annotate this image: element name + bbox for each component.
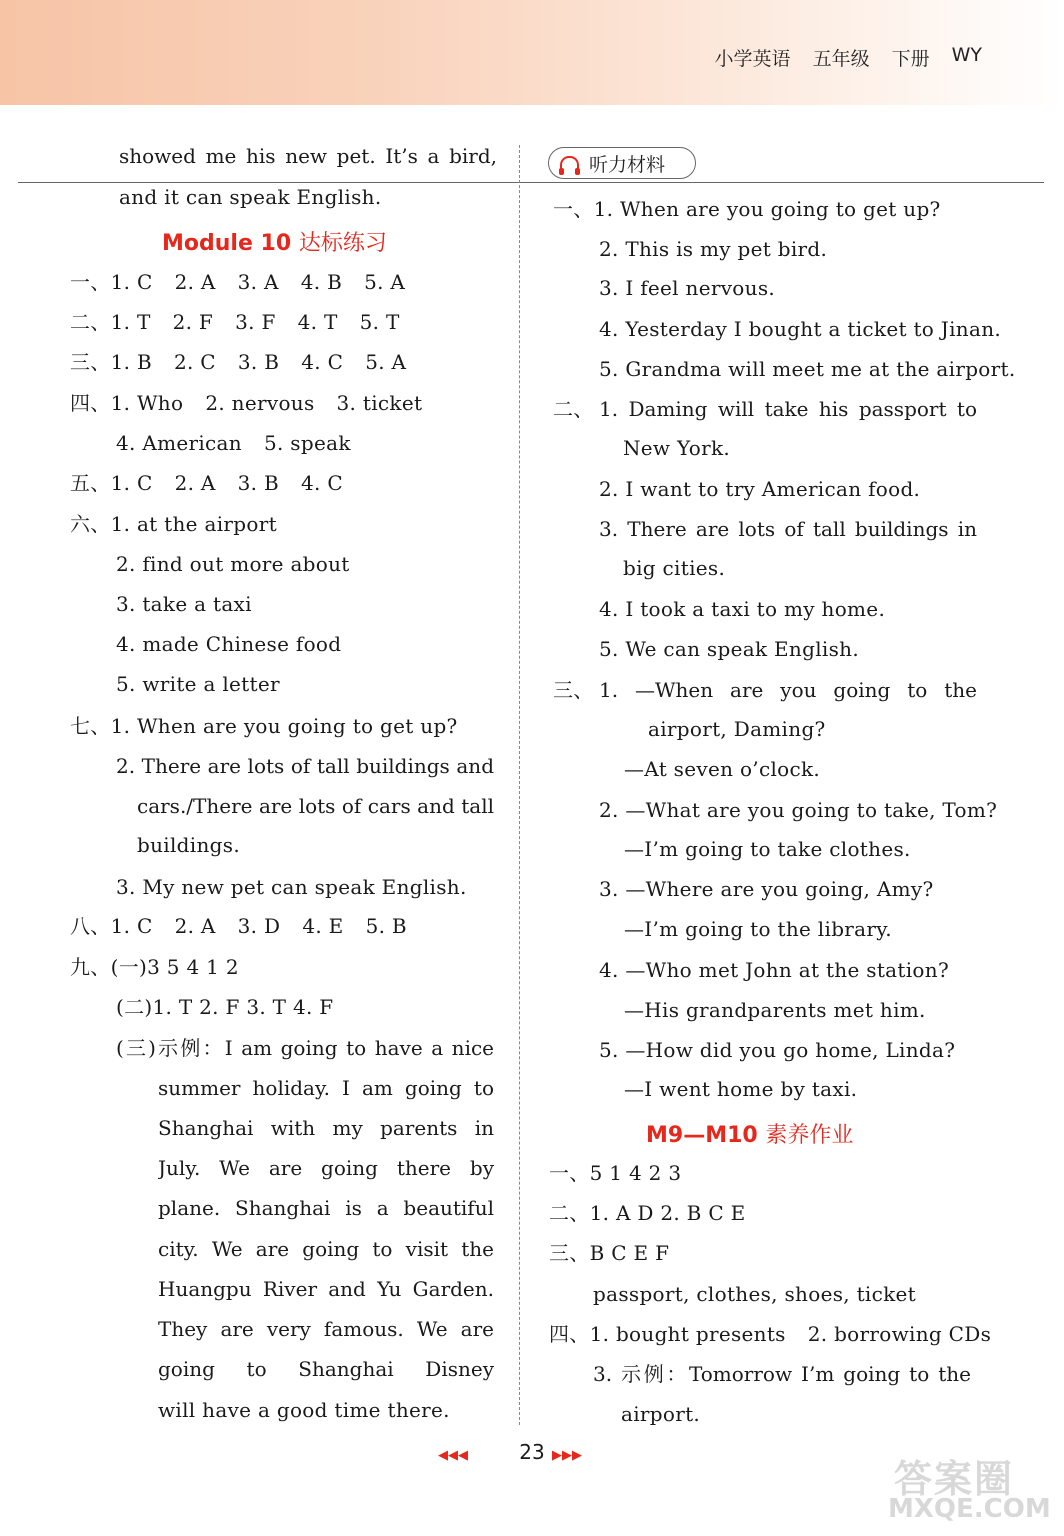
answer-item: airport.	[621, 1402, 701, 1426]
column-divider	[519, 145, 520, 1425]
section-mark: 八、	[70, 914, 111, 938]
listening-line: 2. This is my pet bird.	[599, 237, 828, 261]
answer-item: 1. B	[110, 350, 152, 374]
section-mark: 一、	[549, 1161, 590, 1185]
answer-item: 1. C	[110, 914, 153, 938]
answer-item: 2. F	[172, 310, 214, 334]
answer-item: 2. C	[173, 350, 216, 374]
section-mark: 九、	[70, 955, 111, 979]
answer-item: 2. A	[174, 471, 216, 495]
listening-material-label: 听力材料	[589, 154, 666, 176]
essay-line: Huangpu River and Yu Garden.	[158, 1277, 494, 1301]
essay-line: Shanghai with my parents in	[158, 1116, 494, 1140]
answer-row-5	[70, 470, 343, 496]
dialogue-line: —His grandparents met him.	[624, 998, 926, 1022]
answer-row	[549, 1240, 669, 1266]
m9-m10-title-en: M9—M10	[646, 1123, 758, 1148]
answer-row-4b	[116, 430, 351, 456]
essay-line: summer holiday. I am going to	[158, 1076, 494, 1100]
module10-title	[162, 226, 387, 257]
section-mark: 三、	[553, 678, 594, 702]
answer-item: 2. find out more about	[116, 552, 350, 576]
answer-row-9	[70, 954, 239, 980]
header-edition: WY	[951, 44, 982, 66]
dialogue-line: airport, Daming?	[648, 717, 826, 741]
answer-item: 3. take a taxi	[116, 592, 252, 616]
site-watermark	[888, 1448, 1058, 1530]
m9-m10-title	[646, 1118, 853, 1149]
listening-row	[553, 196, 941, 222]
answer-item: 4. E	[302, 914, 344, 938]
carry-over-line-1: showed me his new pet. It’s a bird,	[119, 144, 497, 168]
headphones-icon	[560, 156, 579, 169]
answer-item: 1. at the airport	[110, 512, 277, 536]
dialogue-line: —I went home by taxi.	[624, 1077, 858, 1101]
answer-row-3	[70, 349, 406, 375]
answer-item: B C E F	[589, 1241, 670, 1265]
listening-line: 3. I feel nervous.	[599, 276, 776, 300]
essay-line: plane. Shanghai is a beautiful	[158, 1196, 494, 1220]
page-number: 23	[519, 1440, 545, 1464]
m9-m10-title-cn: 素养作业	[765, 1123, 854, 1148]
answer-row-7	[70, 713, 458, 739]
answer-item: 2. There are lots of tall buildings and	[116, 754, 494, 778]
essay-line: They are very famous. We are	[158, 1317, 494, 1341]
prev-arrows-icon: ◀◀◀	[438, 1448, 468, 1463]
answer-item: 5. A	[364, 270, 406, 294]
answer-item: (一)3 5 4 1 2	[110, 955, 239, 979]
next-arrows-icon: ▶▶▶	[552, 1448, 582, 1463]
answer-item: (三)示例：I am going to have a nice	[116, 1036, 494, 1060]
answer-row	[549, 1200, 746, 1226]
listening-line: 4. Yesterday I bought a ticket to Jinan.	[599, 317, 1002, 341]
answer-item: 3. A	[237, 270, 279, 294]
watermark-cn: 答案圈	[894, 1457, 1015, 1501]
answer-item: 5. write a letter	[116, 672, 280, 696]
dialogue-line: —I’m going to the library.	[624, 917, 892, 941]
answer-item: 4. B	[300, 270, 343, 294]
listening-line: 5. We can speak English.	[599, 637, 860, 661]
module10-title-en: Module 10	[162, 231, 292, 256]
answer-item: 5. speak	[263, 431, 351, 455]
answer-item: 1. bought presents	[589, 1322, 786, 1346]
answer-item: 1. T	[110, 310, 151, 334]
answer-item: 4. C	[301, 350, 344, 374]
answer-item: 5 1 4 2 3	[589, 1161, 682, 1185]
answer-row	[549, 1160, 681, 1186]
dialogue-line: 4. —Who met John at the station?	[599, 958, 949, 982]
header-volume: 下册	[891, 48, 930, 70]
answer-row-8	[70, 913, 407, 939]
answer-item: (二)1. T 2. F 3. T 4. F	[116, 995, 334, 1019]
dialogue-line: 1. —When are you going to the	[599, 678, 977, 702]
answer-item: 4. T	[297, 310, 338, 334]
answer-item: passport, clothes, shoes, ticket	[593, 1282, 917, 1306]
answer-item: 2. A	[174, 914, 216, 938]
listening-line: big cities.	[623, 556, 726, 580]
answer-item: 2. A	[174, 270, 216, 294]
listening-line: 4. I took a taxi to my home.	[599, 597, 886, 621]
answer-item: 3. D	[237, 914, 281, 938]
essay-line: going to Shanghai Disney	[158, 1357, 494, 1381]
answer-row-6	[70, 511, 277, 537]
header-grade: 五年级	[812, 48, 870, 70]
essay-line: will have a good time there.	[158, 1398, 450, 1422]
section-mark: 二、	[70, 310, 111, 334]
header-subject: 小学英语	[714, 48, 791, 70]
answer-item: 3. ticket	[336, 391, 423, 415]
section-mark: 三、	[70, 350, 111, 374]
answer-item: 3. 示例：Tomorrow I’m going to the	[593, 1362, 971, 1386]
answer-item: 5. A	[365, 350, 407, 374]
dialogue-line: 3. —Where are you going, Amy?	[599, 877, 934, 901]
dialogue-line: —At seven o’clock.	[624, 757, 821, 781]
answer-item: 4. made Chinese food	[116, 632, 342, 656]
section-mark: 三、	[549, 1241, 590, 1265]
module10-title-cn: 达标练习	[298, 231, 387, 256]
listening-line: 3. There are lots of tall buildings in	[599, 517, 977, 541]
carry-over-line-2: and it can speak English.	[119, 185, 382, 209]
answer-item: 1. Who	[110, 391, 184, 415]
section-mark: 四、	[70, 391, 111, 415]
answer-item: 3. F	[235, 310, 276, 334]
horizontal-rule	[18, 182, 1044, 183]
answer-item: cars./There are lots of cars and tall	[137, 794, 494, 818]
answer-item: 1. A D 2. B C E	[589, 1201, 746, 1225]
watermark-en: MXQE.COM	[888, 1494, 1051, 1524]
dialogue-line: 2. —What are you going to take, Tom?	[599, 798, 998, 822]
answer-item: 3. My new pet can speak English.	[116, 875, 467, 899]
section-mark: 七、	[70, 714, 111, 738]
section-mark: 一、	[553, 197, 594, 221]
header-breadcrumb	[715, 44, 982, 71]
essay-line: city. We are going to visit the	[158, 1237, 494, 1261]
listening-line: 1. Daming will take his passport to	[599, 397, 977, 421]
answer-row-4	[70, 390, 422, 416]
answer-row-2	[70, 309, 400, 335]
listening-row	[553, 677, 594, 703]
section-mark: 六、	[70, 512, 111, 536]
answer-item: 4. C	[301, 471, 343, 495]
listening-line: New York.	[623, 436, 731, 460]
answer-row-1	[70, 269, 405, 295]
listening-line: 1. When are you going to get up?	[593, 197, 941, 221]
listening-material-tab	[548, 147, 696, 179]
answer-item: buildings.	[137, 833, 240, 857]
listening-line: 5. Grandma will meet me at the airport.	[599, 357, 1016, 381]
section-mark: 二、	[553, 397, 594, 421]
answer-item: 4. American	[116, 431, 242, 455]
answer-item: 3. B	[237, 471, 279, 495]
listening-line: 2. I want to try American food.	[599, 477, 921, 501]
answer-item: 1. When are you going to get up?	[110, 714, 458, 738]
section-mark: 二、	[549, 1201, 590, 1225]
dialogue-line: 5. —How did you go home, Linda?	[599, 1038, 956, 1062]
answer-item: 2. nervous	[205, 391, 315, 415]
section-mark: 五、	[70, 471, 111, 495]
essay-line: July. We are going there by	[158, 1156, 494, 1180]
answer-item: 2. borrowing CDs	[807, 1322, 992, 1346]
answer-item: 3. B	[237, 350, 280, 374]
section-mark: 一、	[70, 270, 111, 294]
answer-row	[549, 1321, 991, 1347]
answer-item: 5. B	[365, 914, 407, 938]
dialogue-line: —I’m going to take clothes.	[624, 837, 911, 861]
answer-item: 1. C	[110, 471, 153, 495]
answer-item: 1. C	[110, 270, 153, 294]
answer-item: 5. T	[359, 310, 400, 334]
section-mark: 四、	[549, 1322, 590, 1346]
